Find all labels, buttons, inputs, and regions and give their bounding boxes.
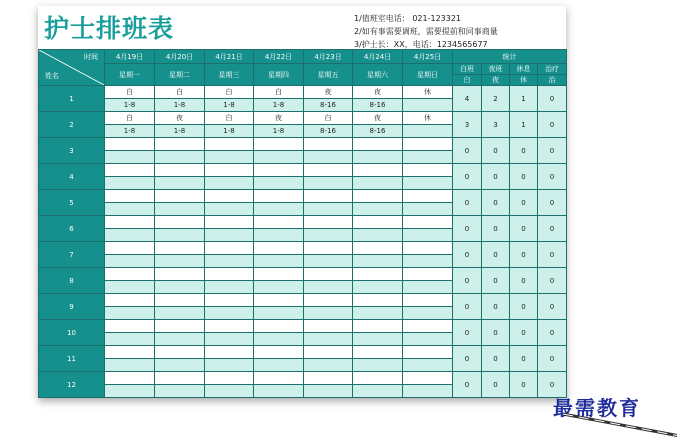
nurse-id-cell: 6 (39, 216, 105, 242)
stat-cell: 0 (510, 346, 538, 372)
shift-cell[interactable] (304, 346, 353, 359)
weekday-header: 星期三 (205, 64, 254, 86)
hours-cell[interactable] (403, 177, 453, 190)
hours-cell[interactable] (353, 281, 403, 294)
hours-cell[interactable] (105, 385, 155, 398)
nurse-id-cell: 11 (39, 346, 105, 372)
pencil-icon (555, 408, 677, 438)
shift-cell[interactable] (304, 190, 353, 203)
shift-cell[interactable] (254, 320, 304, 333)
stat-cell: 0 (510, 372, 538, 398)
shift-cell[interactable] (304, 242, 353, 255)
stat-cell: 0 (482, 216, 510, 242)
shift-cell[interactable]: 夜 (353, 112, 403, 125)
stat-cell: 0 (538, 268, 567, 294)
hours-cell[interactable] (254, 203, 304, 216)
nurse-id-cell: 2 (39, 112, 105, 138)
hours-cell[interactable] (403, 125, 453, 138)
note-line: 2/如有事需要调班，需要提前和同事商量 (354, 27, 498, 36)
shift-cell[interactable] (304, 320, 353, 333)
hours-cell[interactable]: 8-16 (353, 125, 403, 138)
hours-cell[interactable] (254, 177, 304, 190)
hours-cell[interactable] (353, 359, 403, 372)
hours-cell[interactable] (205, 151, 254, 164)
hours-cell[interactable] (403, 333, 453, 346)
hours-cell[interactable] (353, 151, 403, 164)
corner-header (39, 50, 105, 86)
shift-cell[interactable] (155, 320, 205, 333)
stat-cell: 0 (453, 294, 482, 320)
shift-cell[interactable] (254, 372, 304, 385)
shift-cell[interactable] (403, 216, 453, 229)
hours-cell[interactable] (155, 177, 205, 190)
stat-cell: 0 (453, 268, 482, 294)
table-row (39, 112, 567, 125)
shift-cell[interactable] (155, 138, 205, 151)
shift-cell[interactable]: 白 (205, 112, 254, 125)
hours-cell[interactable] (403, 281, 453, 294)
table-row (39, 138, 567, 151)
nurse-id-cell: 1 (39, 86, 105, 112)
shift-cell[interactable]: 夜 (353, 86, 403, 99)
shift-cell[interactable] (155, 190, 205, 203)
weekday-header: 星期一 (105, 64, 155, 86)
shift-cell[interactable] (353, 138, 403, 151)
stat-cell: 0 (538, 164, 567, 190)
hours-cell[interactable] (105, 333, 155, 346)
nurse-id-cell: 5 (39, 190, 105, 216)
shift-cell[interactable]: 夜 (254, 112, 304, 125)
stat-cell: 0 (538, 216, 567, 242)
shift-cell[interactable] (205, 346, 254, 359)
hours-cell[interactable] (105, 307, 155, 320)
stat-cell: 0 (538, 346, 567, 372)
shift-cell[interactable] (254, 190, 304, 203)
stat-cell: 0 (538, 320, 567, 346)
weekday-header: 星期六 (353, 64, 403, 86)
stat-cell: 0 (538, 138, 567, 164)
hours-cell[interactable] (353, 229, 403, 242)
hours-cell[interactable] (353, 255, 403, 268)
hours-cell[interactable]: 1-8 (155, 99, 205, 112)
stat-cell: 0 (510, 164, 538, 190)
hours-cell[interactable] (403, 307, 453, 320)
stat-cell: 0 (482, 372, 510, 398)
stat-cell: 0 (538, 242, 567, 268)
stat-cell: 0 (510, 216, 538, 242)
stat-cell: 0 (538, 112, 567, 138)
hours-cell[interactable] (304, 255, 353, 268)
nurse-id-cell: 3 (39, 138, 105, 164)
shift-cell[interactable] (254, 138, 304, 151)
hours-cell[interactable] (155, 281, 205, 294)
hours-cell[interactable] (403, 385, 453, 398)
stat-cell: 4 (453, 86, 482, 112)
shift-cell[interactable] (353, 268, 403, 281)
hours-cell[interactable]: 1-8 (254, 125, 304, 138)
hours-cell[interactable]: 1-8 (105, 99, 155, 112)
stat-cell: 0 (510, 320, 538, 346)
hours-cell[interactable] (155, 385, 205, 398)
hours-cell[interactable] (205, 177, 254, 190)
shift-cell[interactable] (254, 164, 304, 177)
hours-cell[interactable] (254, 255, 304, 268)
stat-cell: 0 (453, 320, 482, 346)
hours-cell[interactable] (105, 203, 155, 216)
hours-cell[interactable]: 1-8 (205, 99, 254, 112)
shift-cell[interactable] (353, 190, 403, 203)
shift-cell[interactable] (353, 216, 403, 229)
stats-sub-header: 夜 (482, 75, 510, 86)
hours-cell[interactable] (155, 255, 205, 268)
stat-cell: 0 (510, 190, 538, 216)
table-row (39, 372, 567, 385)
shift-cell[interactable] (155, 346, 205, 359)
shift-cell[interactable]: 白 (155, 86, 205, 99)
hours-cell[interactable] (304, 359, 353, 372)
shift-cell[interactable] (105, 372, 155, 385)
hours-cell[interactable] (304, 177, 353, 190)
hours-cell[interactable] (205, 203, 254, 216)
shift-cell[interactable] (254, 242, 304, 255)
hours-cell[interactable]: 1-8 (205, 125, 254, 138)
stat-cell: 0 (510, 268, 538, 294)
stat-cell: 0 (482, 138, 510, 164)
table-row (39, 242, 567, 255)
hours-cell[interactable] (304, 229, 353, 242)
shift-cell[interactable] (304, 294, 353, 307)
shift-cell[interactable] (205, 216, 254, 229)
shift-cell[interactable] (304, 138, 353, 151)
stats-header: 统计 (453, 50, 567, 64)
stat-cell: 1 (510, 86, 538, 112)
shift-cell[interactable] (155, 372, 205, 385)
shift-cell[interactable]: 夜 (155, 112, 205, 125)
stat-cell: 0 (453, 216, 482, 242)
stats-col-header: 白班 (453, 64, 482, 75)
stat-cell: 0 (482, 190, 510, 216)
stats-col-header: 休息 (510, 64, 538, 75)
watermark-logo: 最需教育 (553, 396, 641, 420)
date-header: 4月22日 (254, 50, 304, 64)
shift-cell[interactable] (155, 268, 205, 281)
shift-cell[interactable] (403, 242, 453, 255)
hours-cell[interactable]: 1-8 (105, 125, 155, 138)
stats-sub-header: 休 (510, 75, 538, 86)
nurse-id-cell: 12 (39, 372, 105, 398)
hours-cell[interactable] (403, 255, 453, 268)
weekday-header: 星期二 (155, 64, 205, 86)
table-row (39, 86, 567, 99)
nurse-id-cell: 4 (39, 164, 105, 190)
shift-cell[interactable] (353, 320, 403, 333)
shift-cell[interactable] (403, 320, 453, 333)
stat-cell: 0 (510, 242, 538, 268)
hours-cell[interactable]: 8-16 (304, 125, 353, 138)
hours-cell[interactable] (254, 333, 304, 346)
stat-cell: 0 (453, 372, 482, 398)
hours-cell[interactable] (155, 333, 205, 346)
hours-cell[interactable] (254, 359, 304, 372)
table-row (39, 268, 567, 281)
note-line: 3/护士长：XX，电话：1234565677 (354, 40, 488, 49)
stat-cell: 0 (538, 372, 567, 398)
table-row (39, 164, 567, 177)
note-line: 1/值班室电话： 021-123321 (354, 14, 462, 23)
shift-cell[interactable] (155, 294, 205, 307)
shift-cell[interactable] (105, 268, 155, 281)
hours-cell[interactable] (304, 333, 353, 346)
date-header: 4月21日 (205, 50, 254, 64)
stat-cell: 0 (453, 190, 482, 216)
shift-cell[interactable] (155, 242, 205, 255)
hours-cell[interactable] (105, 255, 155, 268)
hours-cell[interactable] (205, 255, 254, 268)
stat-cell: 0 (482, 320, 510, 346)
shift-cell[interactable] (105, 346, 155, 359)
shift-cell[interactable]: 休 (403, 86, 453, 99)
hours-cell[interactable] (254, 307, 304, 320)
stat-cell: 0 (453, 346, 482, 372)
shift-cell[interactable] (254, 268, 304, 281)
table-row (39, 216, 567, 229)
shift-cell[interactable] (403, 346, 453, 359)
hours-cell[interactable] (353, 203, 403, 216)
hours-cell[interactable] (205, 333, 254, 346)
shift-cell[interactable] (205, 242, 254, 255)
shift-cell[interactable] (353, 294, 403, 307)
shift-cell[interactable] (205, 138, 254, 151)
hours-cell[interactable] (105, 229, 155, 242)
nurse-id-cell: 10 (39, 320, 105, 346)
hours-cell[interactable] (304, 307, 353, 320)
shift-cell[interactable]: 夜 (304, 86, 353, 99)
stat-cell: 0 (453, 164, 482, 190)
hours-cell[interactable] (205, 359, 254, 372)
table-row (39, 294, 567, 307)
hours-cell[interactable] (205, 281, 254, 294)
stat-cell: 0 (510, 138, 538, 164)
hours-cell[interactable]: 1-8 (254, 99, 304, 112)
hours-cell[interactable]: 8-16 (353, 99, 403, 112)
shift-cell[interactable] (105, 242, 155, 255)
table-row (39, 346, 567, 359)
shift-cell[interactable] (304, 164, 353, 177)
date-header: 4月19日 (105, 50, 155, 64)
weekday-header: 星期日 (403, 64, 453, 86)
hours-cell[interactable] (304, 203, 353, 216)
shift-cell[interactable]: 白 (105, 112, 155, 125)
hours-cell[interactable] (254, 281, 304, 294)
weekday-header: 星期四 (254, 64, 304, 86)
shift-cell[interactable] (105, 216, 155, 229)
hours-cell[interactable] (353, 385, 403, 398)
shift-cell[interactable]: 白 (254, 86, 304, 99)
hours-cell[interactable] (155, 307, 205, 320)
shift-cell[interactable] (403, 190, 453, 203)
hours-cell[interactable] (205, 385, 254, 398)
stat-cell: 3 (453, 112, 482, 138)
hours-cell[interactable]: 8-16 (304, 99, 353, 112)
shift-cell[interactable] (205, 320, 254, 333)
shift-cell[interactable] (205, 372, 254, 385)
shift-cell[interactable] (105, 138, 155, 151)
stats-col-header: 治疗 (538, 64, 567, 75)
hours-cell[interactable] (403, 151, 453, 164)
hours-cell[interactable] (353, 307, 403, 320)
shift-cell[interactable] (353, 346, 403, 359)
shift-cell[interactable] (403, 164, 453, 177)
date-header: 4月24日 (353, 50, 403, 64)
stat-cell: 0 (538, 294, 567, 320)
shift-cell[interactable] (205, 268, 254, 281)
hours-cell[interactable]: 1-8 (155, 125, 205, 138)
hours-cell[interactable] (105, 177, 155, 190)
hours-cell[interactable] (353, 177, 403, 190)
stat-cell: 0 (482, 268, 510, 294)
hours-cell[interactable] (254, 229, 304, 242)
hours-cell[interactable] (155, 229, 205, 242)
roster-table (38, 49, 567, 398)
shift-cell[interactable] (155, 216, 205, 229)
hours-cell[interactable] (155, 359, 205, 372)
stat-cell: 0 (482, 242, 510, 268)
hours-cell[interactable] (105, 281, 155, 294)
hours-cell[interactable] (403, 359, 453, 372)
table-row (39, 190, 567, 203)
hours-cell[interactable] (205, 229, 254, 242)
shift-cell[interactable] (105, 320, 155, 333)
shift-cell[interactable] (254, 294, 304, 307)
hours-cell[interactable] (403, 203, 453, 216)
shift-cell[interactable] (254, 216, 304, 229)
shift-cell[interactable] (205, 164, 254, 177)
shift-cell[interactable] (105, 190, 155, 203)
shift-cell[interactable]: 白 (105, 86, 155, 99)
stat-cell: 3 (482, 112, 510, 138)
nurse-id-cell: 7 (39, 242, 105, 268)
shift-cell[interactable] (304, 268, 353, 281)
stat-cell: 0 (453, 242, 482, 268)
date-header: 4月20日 (155, 50, 205, 64)
shift-cell[interactable] (403, 372, 453, 385)
stat-cell: 0 (538, 86, 567, 112)
corner-label-name: 姓名 (45, 72, 59, 80)
hours-cell[interactable] (353, 333, 403, 346)
hours-cell[interactable] (105, 359, 155, 372)
shift-cell[interactable] (304, 216, 353, 229)
nurse-id-cell: 8 (39, 268, 105, 294)
shift-cell[interactable] (254, 346, 304, 359)
table-row (39, 320, 567, 333)
shift-cell[interactable] (353, 242, 403, 255)
corner-label-time: 时间 (84, 53, 98, 61)
shift-cell[interactable] (403, 268, 453, 281)
hours-cell[interactable] (105, 151, 155, 164)
hours-cell[interactable] (403, 99, 453, 112)
stats-sub-header: 治 (538, 75, 567, 86)
stat-cell: 2 (482, 86, 510, 112)
shift-cell[interactable] (403, 294, 453, 307)
shift-cell[interactable]: 白 (304, 112, 353, 125)
nurse-id-cell: 9 (39, 294, 105, 320)
shift-cell[interactable] (155, 164, 205, 177)
stats-sub-header: 白 (453, 75, 482, 86)
hours-cell[interactable] (304, 385, 353, 398)
shift-cell[interactable] (205, 190, 254, 203)
weekday-header: 星期五 (304, 64, 353, 86)
shift-cell[interactable] (304, 372, 353, 385)
shift-cell[interactable] (205, 294, 254, 307)
roster-sheet (38, 6, 566, 398)
sheet-title: 护士排班表 (44, 14, 175, 43)
hours-cell[interactable] (254, 151, 304, 164)
stat-cell: 0 (482, 294, 510, 320)
date-header: 4月25日 (403, 50, 453, 64)
shift-cell[interactable] (353, 164, 403, 177)
shift-cell[interactable]: 休 (403, 112, 453, 125)
stats-col-header: 夜班 (482, 64, 510, 75)
shift-cell[interactable] (403, 138, 453, 151)
shift-cell[interactable] (353, 372, 403, 385)
hours-cell[interactable] (403, 229, 453, 242)
stat-cell: 0 (453, 138, 482, 164)
stat-cell: 0 (482, 346, 510, 372)
hours-cell[interactable] (205, 307, 254, 320)
stat-cell: 1 (510, 112, 538, 138)
hours-cell[interactable] (304, 151, 353, 164)
hours-cell[interactable] (304, 281, 353, 294)
shift-cell[interactable]: 白 (205, 86, 254, 99)
shift-cell[interactable] (105, 164, 155, 177)
hours-cell[interactable] (254, 385, 304, 398)
stat-cell: 0 (538, 190, 567, 216)
hours-cell[interactable] (155, 203, 205, 216)
stat-cell: 0 (482, 164, 510, 190)
hours-cell[interactable] (155, 151, 205, 164)
notes-block (354, 12, 498, 51)
date-header: 4月23日 (304, 50, 353, 64)
shift-cell[interactable] (105, 294, 155, 307)
stat-cell: 0 (510, 294, 538, 320)
